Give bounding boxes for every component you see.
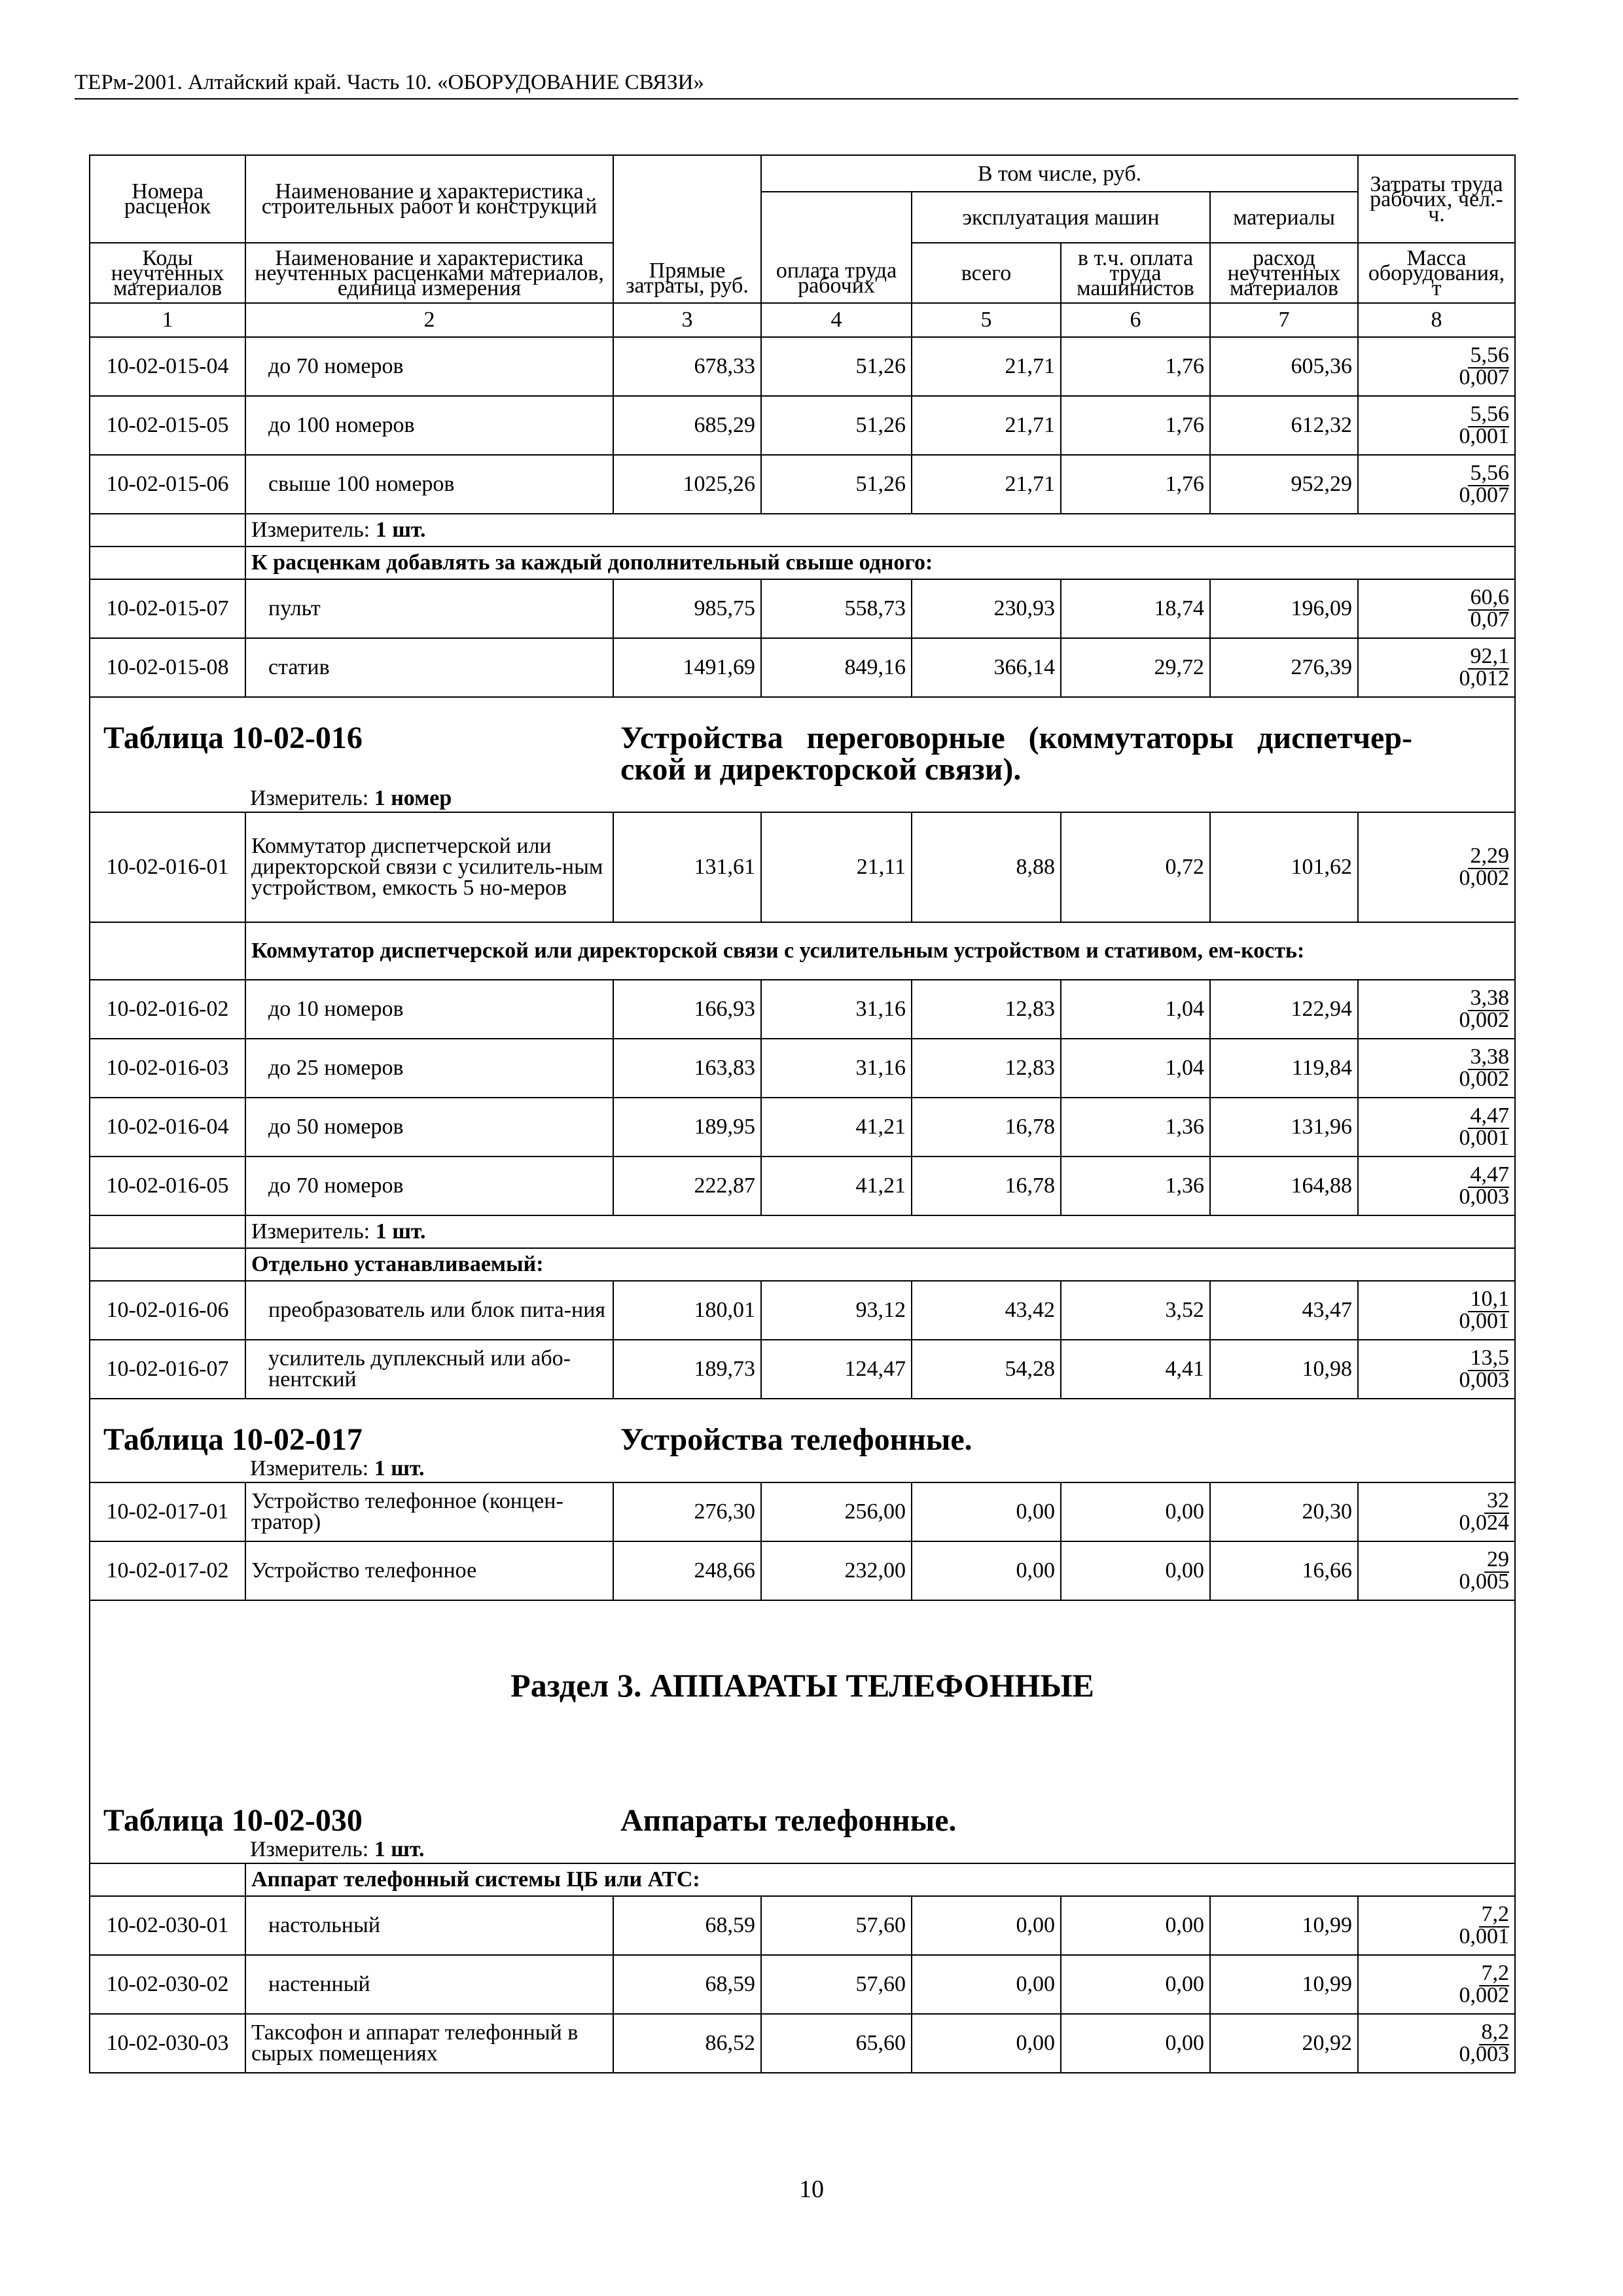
labor-value-text: 60,6	[1468, 585, 1510, 611]
rate-name: Устройство телефонное	[245, 1541, 613, 1600]
mass-value: 0,002	[1459, 1067, 1509, 1091]
table-row	[90, 2014, 1515, 2073]
rate-code: 10-02-016-01	[90, 812, 245, 922]
labor-mass-fraction	[1358, 579, 1515, 638]
table-row	[90, 812, 1515, 922]
labor-mass-fraction	[1358, 1281, 1515, 1340]
table-row	[90, 638, 1515, 697]
labor-mass-fraction	[1358, 1039, 1515, 1098]
rate-code: 10-02-030-02	[90, 1955, 245, 2014]
rate-mach: 12,83	[912, 980, 1061, 1039]
rate-machpay: 1,76	[1061, 455, 1210, 514]
rate-name: статив	[245, 638, 613, 697]
rate-machpay: 18,74	[1061, 579, 1210, 638]
col-materials: материалы	[1210, 192, 1358, 243]
group-heading-row	[90, 922, 1515, 980]
labor-value-text: 5,56	[1468, 402, 1510, 427]
col-machinist-pay: в т.ч. оплата труда машинистов	[1061, 243, 1210, 303]
table-name: Устройства телефонные.	[620, 1422, 972, 1457]
rate-name: до 10 номеров	[245, 980, 613, 1039]
mass-value: 0,007	[1459, 365, 1509, 389]
rate-code: 10-02-016-07	[90, 1340, 245, 1399]
rate-mach: 0,00	[912, 1541, 1061, 1600]
rate-mach: 21,71	[912, 455, 1061, 514]
rate-mat: 10,98	[1210, 1340, 1358, 1399]
labor-mass-fraction	[1358, 1098, 1515, 1157]
rate-mach: 12,83	[912, 1039, 1061, 1098]
table-row	[90, 980, 1515, 1039]
blank-cell	[90, 1215, 245, 1248]
measure-unit-row	[90, 1215, 1515, 1248]
column-number: 4	[761, 303, 912, 337]
labor-mass-fraction	[1358, 455, 1515, 514]
blank-cell	[90, 547, 245, 579]
rate-direct: 685,29	[613, 396, 761, 455]
rate-pay: 232,00	[761, 1541, 912, 1600]
rate-mach: 54,28	[912, 1340, 1061, 1399]
rate-name: до 50 номеров	[245, 1098, 613, 1157]
measure-unit	[245, 514, 1515, 547]
mass-value: 0,003	[1459, 1185, 1509, 1209]
col-material-codes: Коды неучтенных материалов	[90, 243, 245, 303]
table-row	[90, 1098, 1515, 1157]
rate-mach: 0,00	[912, 1955, 1061, 2014]
rate-mach: 0,00	[912, 1896, 1061, 1955]
table-title-block	[90, 697, 1515, 812]
rate-mat: 119,84	[1210, 1039, 1358, 1098]
rate-pay: 93,12	[761, 1281, 912, 1340]
rate-pay: 57,60	[761, 1955, 912, 2014]
rate-pay: 51,26	[761, 455, 912, 514]
rate-pay: 558,73	[761, 579, 912, 638]
labor-value-text: 2,29	[1468, 844, 1510, 869]
rate-name: усилитель дуплексный или або-нентский	[245, 1340, 613, 1399]
rate-mach: 0,00	[912, 2014, 1061, 2073]
labor-value	[1364, 2021, 1509, 2043]
measure-label: Измеритель:	[250, 1837, 369, 1861]
rate-mat: 952,29	[1210, 455, 1358, 514]
rate-direct: 985,75	[613, 579, 761, 638]
rate-mach: 230,93	[912, 579, 1061, 638]
rate-mach: 0,00	[912, 1482, 1061, 1541]
rate-mat: 276,39	[1210, 638, 1358, 697]
rate-code: 10-02-016-02	[90, 980, 245, 1039]
labor-mass-fraction	[1358, 1896, 1515, 1955]
col-material-names: Наименование и характеристика неучтенных расценками материалов, единица измерения	[245, 243, 613, 303]
measure-value: 1 шт.	[374, 1837, 425, 1861]
rate-machpay: 1,36	[1061, 1098, 1210, 1157]
table-number: Таблица 10-02-017	[103, 1422, 363, 1457]
table-row	[90, 396, 1515, 455]
labor-value	[1364, 1164, 1509, 1186]
labor-mass-fraction	[1358, 812, 1515, 922]
labor-value-text: 10,1	[1468, 1287, 1510, 1312]
rate-machpay: 0,00	[1061, 2014, 1210, 2073]
measure-label: Измеритель:	[251, 518, 370, 542]
rate-direct: 163,83	[613, 1039, 761, 1098]
labor-mass-fraction	[1358, 1157, 1515, 1215]
rate-code: 10-02-016-06	[90, 1281, 245, 1340]
labor-value	[1364, 645, 1509, 668]
labor-mass-fraction	[1358, 638, 1515, 697]
labor-value-text: 8,2	[1479, 2020, 1510, 2045]
measure-value: 1 шт.	[375, 1219, 426, 1244]
table-row	[90, 1541, 1515, 1600]
rate-direct: 222,87	[613, 1157, 761, 1215]
rate-mat: 196,09	[1210, 579, 1358, 638]
table-title-block	[90, 1600, 1515, 1863]
mass-value: 0,002	[1459, 866, 1509, 890]
mass-value: 0,001	[1459, 1309, 1509, 1333]
rate-pay: 51,26	[761, 337, 912, 396]
rate-mat: 131,96	[1210, 1098, 1358, 1157]
table-row	[90, 579, 1515, 638]
rate-machpay: 0,00	[1061, 1955, 1210, 2014]
table-title	[90, 698, 1514, 785]
rate-machpay: 3,52	[1061, 1281, 1210, 1340]
rate-code: 10-02-030-01	[90, 1896, 245, 1955]
rate-direct: 131,61	[613, 812, 761, 922]
column-number: 3	[613, 303, 761, 337]
rate-direct: 1491,69	[613, 638, 761, 697]
labor-value-text: 3,38	[1468, 986, 1510, 1011]
labor-value	[1364, 845, 1509, 867]
labor-value	[1364, 1288, 1509, 1310]
rate-direct: 68,59	[613, 1896, 761, 1955]
table-title-row	[90, 697, 1515, 812]
labor-value-text: 92,1	[1468, 644, 1510, 670]
rate-machpay: 1,76	[1061, 396, 1210, 455]
rate-pay: 57,60	[761, 1896, 912, 1955]
rate-mat: 43,47	[1210, 1281, 1358, 1340]
mass-value: 0,003	[1459, 1368, 1509, 1392]
table-number: Таблица 10-02-016	[103, 721, 363, 755]
labor-value-text: 7,2	[1479, 1961, 1510, 1986]
rate-code: 10-02-016-05	[90, 1157, 245, 1215]
rate-machpay: 0,00	[1061, 1896, 1210, 1955]
group-heading-row	[90, 1863, 1515, 1896]
group-heading: Коммутатор диспетчерской или директорской связи с усилительным устройством и стативом, ем-кость:	[245, 922, 1515, 980]
rate-name: преобразователь или блок пита-ния	[245, 1281, 613, 1340]
group-heading: Отдельно устанавливаемый:	[245, 1248, 1515, 1281]
rate-code: 10-02-016-04	[90, 1098, 245, 1157]
rate-mat: 20,92	[1210, 2014, 1358, 2073]
col-mass: Масса оборудования, т	[1358, 243, 1515, 303]
rate-direct: 1025,26	[613, 455, 761, 514]
rate-direct: 248,66	[613, 1541, 761, 1600]
labor-value-text: 4,47	[1468, 1162, 1510, 1188]
rate-name: до 70 номеров	[245, 1157, 613, 1215]
labor-value	[1364, 344, 1509, 367]
rate-mach: 8,88	[912, 812, 1061, 922]
mass-value: 0,003	[1459, 2042, 1509, 2066]
rate-pay: 65,60	[761, 2014, 912, 2073]
group-heading: К расценкам добавлять за каждый дополнительный свыше одного:	[245, 547, 1515, 579]
measure-label: Измеритель:	[251, 1219, 370, 1244]
table-row	[90, 1157, 1515, 1215]
rate-machpay: 1,04	[1061, 1039, 1210, 1098]
rate-name: настенный	[245, 1955, 613, 2014]
rate-code: 10-02-015-07	[90, 579, 245, 638]
rate-name: свыше 100 номеров	[245, 455, 613, 514]
table-title-block	[90, 1399, 1515, 1482]
table-title-row	[90, 1399, 1515, 1482]
rate-code: 10-02-017-02	[90, 1541, 245, 1600]
mass-value: 0,007	[1459, 483, 1509, 507]
rate-mach: 16,78	[912, 1098, 1061, 1157]
labor-value	[1364, 1347, 1509, 1369]
rate-name: пульт	[245, 579, 613, 638]
rate-direct: 180,01	[613, 1281, 761, 1340]
column-number: 7	[1210, 303, 1358, 337]
labor-mass-fraction	[1358, 1955, 1515, 2014]
labor-mass-fraction	[1358, 1541, 1515, 1600]
column-number: 5	[912, 303, 1061, 337]
labor-value	[1364, 1490, 1509, 1512]
rate-machpay: 0,00	[1061, 1541, 1210, 1600]
labor-mass-fraction	[1358, 1340, 1515, 1399]
rate-code: 10-02-015-04	[90, 337, 245, 396]
labor-value-text: 3,38	[1468, 1045, 1510, 1070]
measure-unit	[90, 1456, 1514, 1482]
mass-value: 0,005	[1459, 1570, 1509, 1594]
rate-mat: 164,88	[1210, 1157, 1358, 1215]
rate-pay: 31,16	[761, 980, 912, 1039]
labor-value	[1364, 1549, 1509, 1571]
rate-machpay: 1,36	[1061, 1157, 1210, 1215]
table-row	[90, 1340, 1515, 1399]
table-number: Таблица 10-02-030	[103, 1803, 363, 1838]
mass-value: 0,024	[1459, 1511, 1509, 1535]
page-header: ТЕРм-2001. Алтайский край. Часть 10. «ОБОРУДОВАНИЕ СВЯЗИ»	[75, 71, 1518, 99]
blank-cell	[90, 922, 245, 980]
labor-value-text: 4,47	[1468, 1103, 1510, 1129]
measure-unit-row	[90, 514, 1515, 547]
rate-name: до 70 номеров	[245, 337, 613, 396]
rate-mach: 21,71	[912, 337, 1061, 396]
labor-mass-fraction	[1358, 396, 1515, 455]
labor-value-text: 7,2	[1479, 1902, 1510, 1928]
rate-mat: 10,99	[1210, 1955, 1358, 2014]
measure-unit	[90, 785, 1514, 812]
rate-name: настольный	[245, 1896, 613, 1955]
measure-label: Измеритель:	[250, 1456, 369, 1480]
column-number: 8	[1358, 303, 1515, 337]
labor-value	[1364, 987, 1509, 1009]
rate-pay: 256,00	[761, 1482, 912, 1541]
table-row	[90, 1955, 1515, 2014]
labor-value-text: 13,5	[1468, 1346, 1510, 1371]
rate-direct: 166,93	[613, 980, 761, 1039]
rate-machpay: 1,04	[1061, 980, 1210, 1039]
labor-value	[1364, 403, 1509, 425]
rate-name: Таксофон и аппарат телефонный в сырых помещениях	[245, 2014, 613, 2073]
labor-value-text: 5,56	[1468, 461, 1510, 486]
col-labor: Затраты труда рабочих, чел.-ч.	[1358, 155, 1515, 243]
col-direct-costs: Прямые затраты, руб.	[613, 155, 761, 303]
col-total: всего	[912, 243, 1061, 303]
table-row	[90, 1281, 1515, 1340]
col-materials-usage: расход неучтенных материалов	[1210, 243, 1358, 303]
labor-value	[1364, 1903, 1509, 1926]
rate-name: Коммутатор диспетчерской или директорской связи с усилитель-ным устройством, емкость 5 но-меров	[245, 812, 613, 922]
labor-mass-fraction	[1358, 1482, 1515, 1541]
rate-name: до 25 номеров	[245, 1039, 613, 1098]
rate-direct: 68,59	[613, 1955, 761, 2014]
labor-value	[1364, 1962, 1509, 1984]
rate-mat: 612,32	[1210, 396, 1358, 455]
labor-value	[1364, 462, 1509, 484]
rate-machpay: 4,41	[1061, 1340, 1210, 1399]
table-name: Аппараты телефонные.	[620, 1803, 957, 1838]
rate-machpay: 0,72	[1061, 812, 1210, 922]
rate-pay: 21,11	[761, 812, 912, 922]
column-number: 2	[245, 303, 613, 337]
table-row	[90, 1482, 1515, 1541]
group-heading-row	[90, 547, 1515, 579]
mass-value: 0,012	[1459, 666, 1509, 691]
blank-cell	[90, 514, 245, 547]
rate-mat: 122,94	[1210, 980, 1358, 1039]
rate-mat: 16,66	[1210, 1541, 1358, 1600]
rate-mach: 16,78	[912, 1157, 1061, 1215]
rate-machpay: 1,76	[1061, 337, 1210, 396]
labor-value	[1364, 1105, 1509, 1127]
blank-cell	[90, 1863, 245, 1896]
rate-mat: 101,62	[1210, 812, 1358, 922]
measure-value: 1 шт.	[375, 518, 426, 542]
column-number: 6	[1061, 303, 1210, 337]
rate-mat: 10,99	[1210, 1896, 1358, 1955]
group-heading: Аппарат телефонный системы ЦБ или АТС:	[245, 1863, 1515, 1896]
rate-machpay: 29,72	[1061, 638, 1210, 697]
mass-value: 0,001	[1459, 424, 1509, 448]
labor-mass-fraction	[1358, 980, 1515, 1039]
rate-mat: 20,30	[1210, 1482, 1358, 1541]
rate-mach: 43,42	[912, 1281, 1061, 1340]
measure-label: Измеритель:	[250, 786, 369, 810]
measure-value: 1 шт.	[374, 1456, 425, 1480]
measure-value: 1 номер	[374, 786, 452, 810]
rate-direct: 189,73	[613, 1340, 761, 1399]
table-title-row	[90, 1600, 1515, 1863]
rate-mach: 21,71	[912, 396, 1061, 455]
labor-value	[1364, 586, 1509, 609]
labor-value-text: 32	[1484, 1488, 1509, 1514]
mass-value: 0,002	[1459, 1983, 1509, 2007]
measure-unit	[90, 1837, 1514, 1863]
table-row	[90, 1039, 1515, 1098]
table-row	[90, 337, 1515, 396]
rate-name: до 100 номеров	[245, 396, 613, 455]
rate-name: Устройство телефонное (концен-тратор)	[245, 1482, 613, 1541]
measure-unit	[245, 1215, 1515, 1248]
col-machines: эксплуатация машин	[912, 192, 1210, 243]
labor-mass-fraction	[1358, 2014, 1515, 2073]
rate-pay: 51,26	[761, 396, 912, 455]
labor-value	[1364, 1046, 1509, 1068]
rate-code: 10-02-017-01	[90, 1482, 245, 1541]
rate-machpay: 0,00	[1061, 1482, 1210, 1541]
page-number: 10	[799, 2176, 824, 2203]
table-row	[90, 1896, 1515, 1955]
rate-direct: 189,95	[613, 1098, 761, 1157]
rate-code: 10-02-016-03	[90, 1039, 245, 1098]
col-including: В том числе, руб.	[761, 155, 1358, 192]
table-title	[90, 1399, 1514, 1456]
rate-direct: 678,33	[613, 337, 761, 396]
mass-value: 0,001	[1459, 1126, 1509, 1150]
section-title: Раздел 3. АППАРАТЫ ТЕЛЕФОННЫЕ	[510, 1667, 1094, 1704]
mass-value: 0,001	[1459, 1924, 1509, 1948]
col-rate-numbers: Номера расценок	[90, 155, 245, 243]
table-title	[90, 1780, 1514, 1837]
mass-value: 0,07	[1470, 607, 1509, 632]
rate-pay: 849,16	[761, 638, 912, 697]
rate-pay: 124,47	[761, 1340, 912, 1399]
table-name: Устройства переговорные (коммутаторы диспетчер-ской и директорской связи).	[620, 721, 1412, 787]
blank-cell	[90, 1248, 245, 1281]
table-row	[90, 455, 1515, 514]
labor-value-text: 29	[1484, 1547, 1509, 1573]
col-worker-pay: оплата труда рабочих	[761, 192, 912, 303]
rate-code: 10-02-015-08	[90, 638, 245, 697]
mass-value: 0,002	[1459, 1008, 1509, 1032]
rate-code: 10-02-015-05	[90, 396, 245, 455]
rate-mat: 605,36	[1210, 337, 1358, 396]
labor-value-text: 5,56	[1468, 343, 1510, 368]
group-heading-row	[90, 1248, 1515, 1281]
rate-pay: 41,21	[761, 1157, 912, 1215]
column-number: 1	[90, 303, 245, 337]
rate-code: 10-02-030-03	[90, 2014, 245, 2073]
rate-direct: 86,52	[613, 2014, 761, 2073]
rates-table	[89, 154, 1516, 2073]
rate-pay: 31,16	[761, 1039, 912, 1098]
labor-mass-fraction	[1358, 337, 1515, 396]
rate-pay: 41,21	[761, 1098, 912, 1157]
rate-direct: 276,30	[613, 1482, 761, 1541]
rate-code: 10-02-015-06	[90, 455, 245, 514]
rate-mach: 366,14	[912, 638, 1061, 697]
col-work-name: Наименование и характеристика строительных работ и конструкций	[245, 155, 613, 243]
